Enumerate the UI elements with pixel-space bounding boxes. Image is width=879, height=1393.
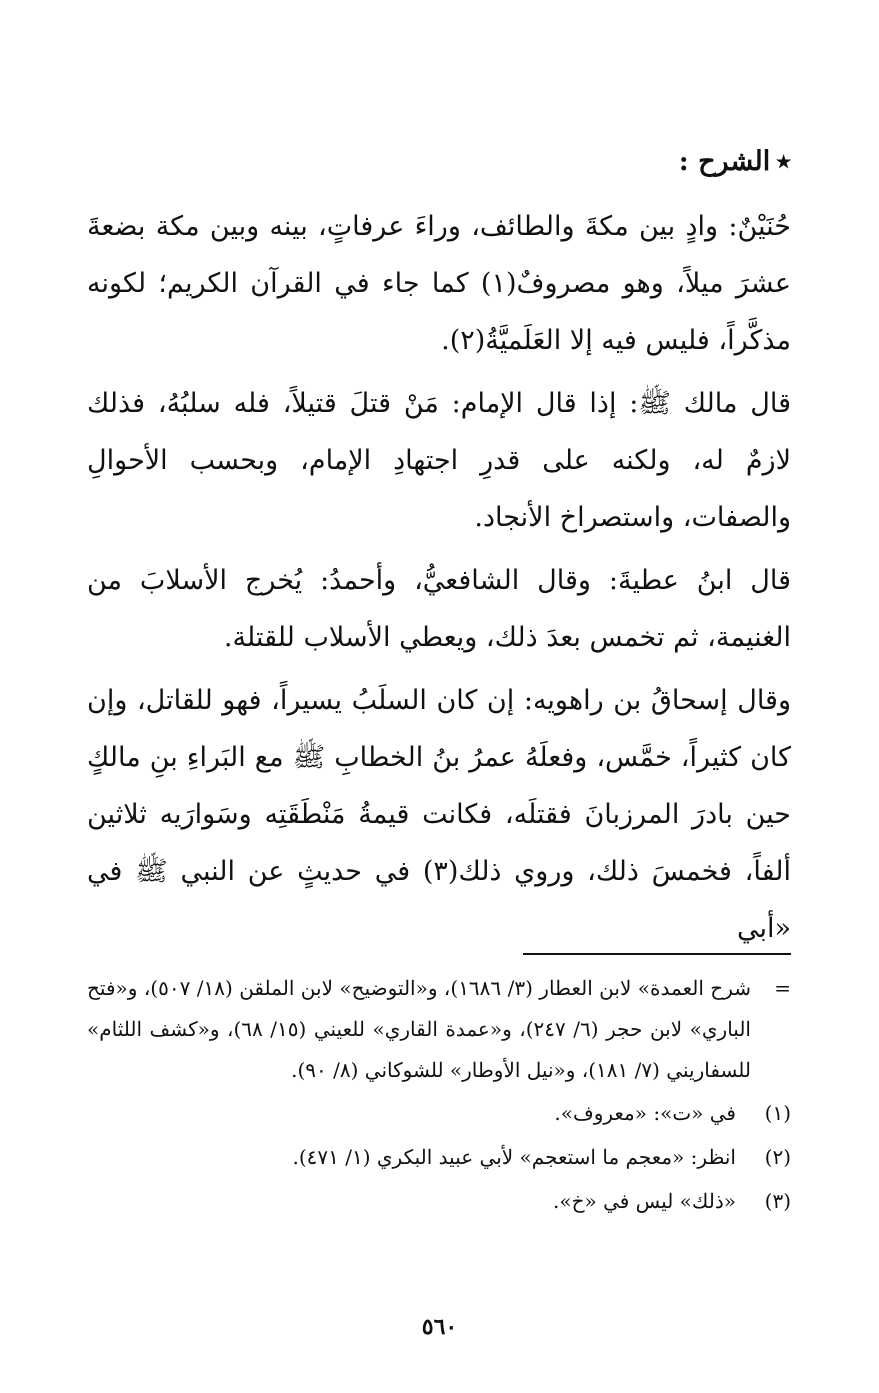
paragraph: قال ابنُ عطيةَ: وقال الشافعيُّ، وأحمدُ: يُخرج الأسلابَ من الغنيمة، ثم تخمس بعدَ ذلك، ويعطي الأسلاب للقتلة. [87,565,791,653]
footnote-number: (٢) [764,1145,791,1169]
footnote [87,1135,791,1179]
footnote-number: (٣) [764,1189,791,1213]
footnote [87,1091,791,1135]
footnote-text: انظر: «معجم ما استعجم» لأبي عبيد البكري (١/ ٤٧١). [292,1145,736,1169]
footnote [87,1179,791,1223]
footnotes [87,968,791,1223]
section-heading [87,140,791,184]
star-icon: ٭ [776,146,791,177]
footnote-number: (١) [764,1101,791,1125]
heading-title: الشرح : [678,146,771,177]
footnote-separator [523,953,791,955]
paragraph: حُنَيْنٌ: وادٍ بين مكةَ والطائف، وراءَ عرفاتٍ، بينه وبين مكة بضعةَ عشرَ ميلاً، وهو مصروفٌ(١) كما جاء في القرآن الكريم؛ لكونه مذكَّراً، فليس فيه إلا العَلَميَّةُ(٢). [87,211,791,356]
footnote-text: في «ت»: «معروف». [554,1101,736,1125]
footnote-text: «ذلك» ليس في «خ». [553,1189,736,1213]
continuation-marker: = [774,976,791,1000]
paragraph: وقال إسحاقُ بن راهويه: إن كان السلَبُ يسيراً، فهو للقاتل، وإن كان كثيراً، خمَّس، وفعلَهُ عمرُ بنُ الخطابِ ﷺ مع البَراءِ بنِ مالكٍ حين بادرَ المرزبانَ فقتلَه، فكانت قيمةُ مَنْطَقَتِه وسَوارَيه ثلاثين ألفاً، فخمسَ ذلك، وروي ذلك(٣) في حديثٍ عن النبي ﷺ في «أبي [87,685,791,944]
footnote-continuation [87,968,791,1091]
continuation-text: شرح العمدة» لابن العطار (٣/ ١٦٨٦)، و«التوضيح» لابن الملقن (١٨/ ٥٠٧)، و«فتح الباري» لابن حجر (٦/ ٢٤٧)، و«عمدة القاري» للعيني (١٥/ ٦٨)، و«كشف اللثام» للسفاريني (٧/ ١٨١)، و«نيل الأوطار» للشوكاني (٨/ ٩٠). [87,976,751,1082]
page-number: ٥٦٠ [421,1314,458,1340]
paragraph: قال مالك ﷺ: إذا قال الإمام: مَنْ قتلَ قتيلاً، فله سلبُهُ، فذلك لازمٌ له، ولكنه على قدرِ اجتهادِ الإمام، وبحسب الأحوالِ والصفات، واستصراخ الأنجاد. [87,388,791,533]
main-text [87,140,791,963]
